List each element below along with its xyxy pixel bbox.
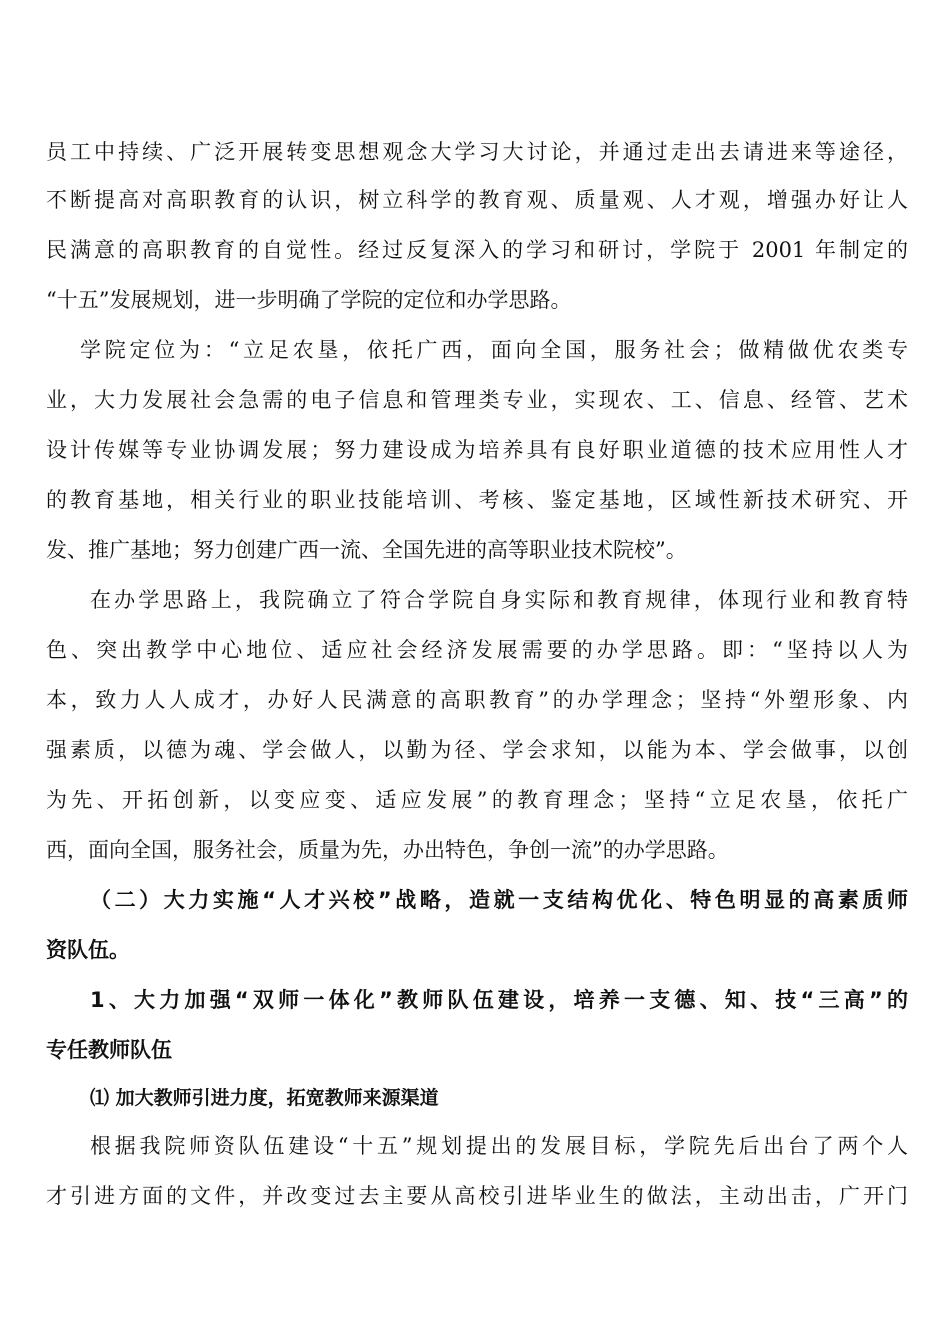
body-text-line: 本，致力人人成才，办好人民满意的高职教育”的办学理念；坚持“外塑形象、内 [46, 688, 908, 712]
section-heading: （二）大力实施“人才兴校”战略，造就一支结构优化、特色明显的高素质师 [90, 888, 908, 912]
body-text-line: 的教育基地，相关行业的职业技能培训、考核、鉴定基地，区域性新技术研究、开 [46, 488, 908, 512]
paragraph-first-line: 根据我院师资队伍建设“十五”规划提出的发展目标，学院先后出台了两个人 [90, 1134, 908, 1158]
body-text-line: 发、推广基地；努力创建广西一流、全国先进的高等职业技术院校”。 [46, 538, 687, 562]
body-text-line: 员工中持续、广泛开展转变思想观念大学习大讨论，并通过走出去请进来等途径， [46, 140, 908, 164]
body-text-line: 色、突出教学中心地位、适应社会经济发展需要的办学思路。即：“坚持以人为 [46, 638, 908, 662]
body-text-line: 才引进方面的文件，并改变过去主要从高校引进毕业生的做法，主动出击，广开门 [46, 1184, 908, 1208]
body-text-line: 设计传媒等专业协调发展；努力建设成为培养具有良好职业道德的技术应用性人才 [46, 438, 908, 462]
paragraph-first-line: 学院定位为：“立足农垦，依托广西，面向全国，服务社会；做精做优农类专 [80, 338, 908, 362]
body-text-line: 不断提高对高职教育的认识，树立科学的教育观、质量观、人才观，增强办好让人 [46, 188, 908, 212]
item-heading: ⑴ 加大教师引进力度，拓宽教师来源渠道 [90, 1087, 439, 1109]
body-text-line: 民满意的高职教育的自觉性。经过反复深入的学习和研讨，学院于 2001 年制定的 [46, 238, 908, 262]
body-text-line: 强素质，以德为魂、学会做人，以勤为径、学会求知，以能为本、学会做事，以创 [46, 738, 908, 762]
subsection-heading: 1、大力加强“双师一体化”教师队伍建设，培养一支德、知、技“三高”的 [90, 988, 908, 1012]
body-text-line: 西，面向全国，服务社会，质量为先，办出特色，争创一流”的办学思路。 [46, 838, 729, 862]
body-text-line: 业，大力发展社会急需的电子信息和管理类专业，实现农、工、信息、经管、艺术 [46, 388, 908, 412]
body-text-line: 为先、开拓创新，以变应变、适应发展”的教育理念；坚持“立足农垦，依托广 [46, 788, 908, 812]
body-text-line: “十五”发展规划，进一步明确了学院的定位和办学思路。 [46, 288, 572, 312]
section-heading-cont: 资队伍。 [46, 938, 130, 962]
paragraph-first-line: 在办学思路上，我院确立了符合学院自身实际和教育规律，体现行业和教育特 [90, 588, 908, 612]
subsection-heading-cont: 专任教师队伍 [46, 1038, 172, 1062]
